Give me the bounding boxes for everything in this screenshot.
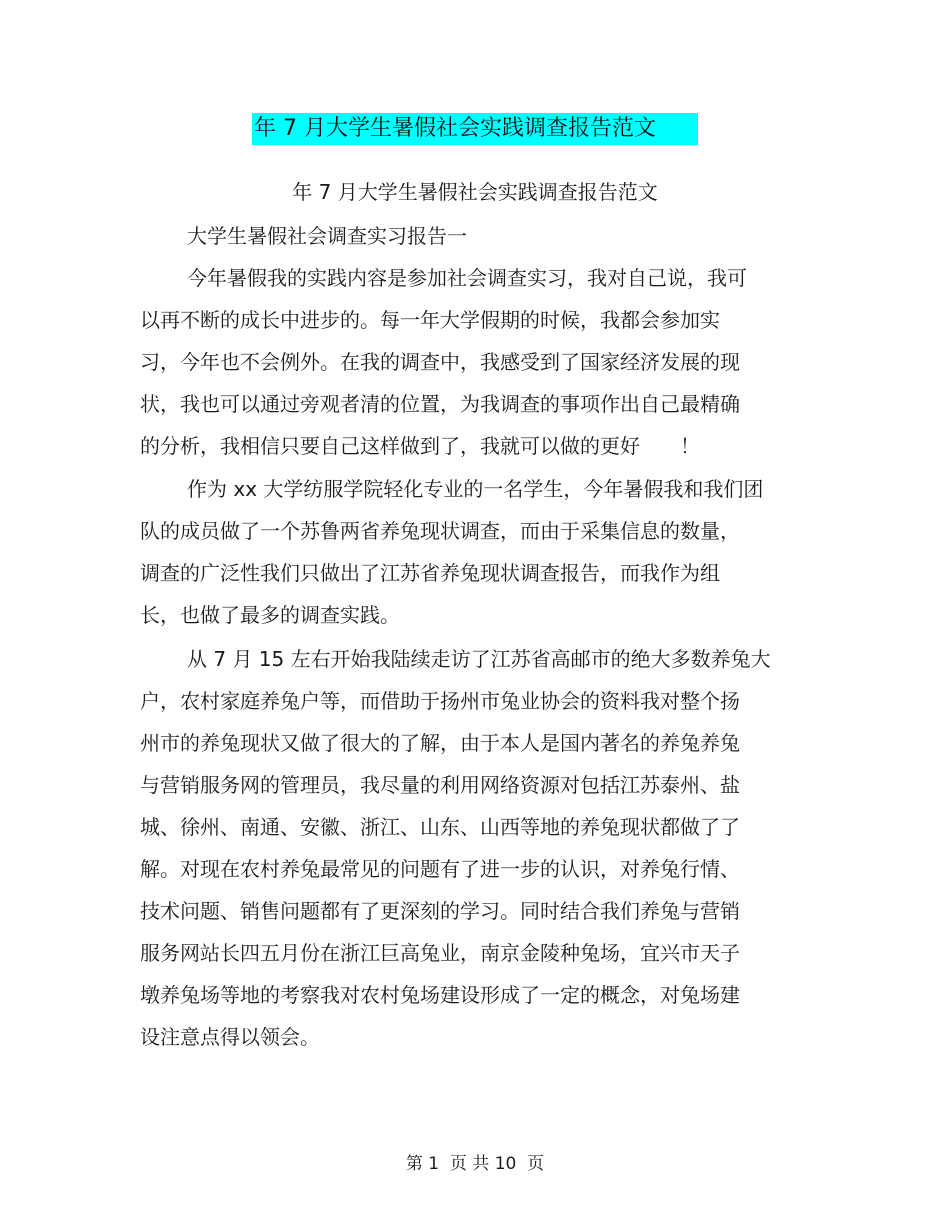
paragraph-line: 州市的养兔现状又做了很大的了解，由于本人是国内著名的养兔养兔 (140, 731, 740, 755)
document-title: 年 7 月大学生暑假社会实践调查报告范文 (252, 113, 698, 145)
paragraph-line: 的分析，我相信只要自己这样做到了，我就可以做的更好 ！ (140, 434, 700, 458)
paragraph-line: 状，我也可以通过旁观者清的位置，为我调查的事项作出自己最精确 (140, 392, 740, 416)
section-heading: 大学生暑假社会调查实习报告一 (187, 224, 467, 248)
paragraph-line: 今年暑假我的实践内容是参加社会调查实习，我对自己说，我可 (187, 266, 747, 290)
paragraph-line: 城、徐州、南通、安徽、浙江、山东、山西等地的养兔现状都做了了 (140, 815, 740, 839)
paragraph-line: 习，今年也不会例外。在我的调查中，我感受到了国家经济发展的现 (140, 350, 740, 374)
paragraph-line: 从 7 月 15 左右开始我陆续走访了江苏省高邮市的绝大多数养兔大 (187, 647, 771, 671)
paragraph-line: 技术问题、销售问题都有了更深刻的学习。同时结合我们养兔与营销 (140, 899, 740, 923)
paragraph-line: 设注意点得以领会。 (140, 1025, 320, 1049)
paragraph-line: 长，也做了最多的调查实践。 (140, 603, 400, 627)
paragraph-line: 户，农村家庭养兔户等，而借助于扬州市兔业协会的资料我对整个扬 (140, 689, 740, 713)
document-subtitle: 年 7 月大学生暑假社会实践调查报告范文 (292, 180, 658, 204)
page-footer: 第 1 页 共 10 页 (405, 1154, 545, 1174)
paragraph-line: 以再不断的成长中进步的。每一年大学假期的时候，我都会参加实 (140, 308, 720, 332)
paragraph-line: 作为 xx 大学纺服学院轻化专业的一名学生，今年暑假我和我们团 (187, 477, 764, 501)
paragraph-line: 墩养兔场等地的考察我对农村兔场建设形成了一定的概念，对兔场建 (140, 983, 740, 1007)
title-container (0, 113, 950, 145)
paragraph-line: 解。对现在农村养兔最常见的问题有了进一步的认识，对养兔行情、 (140, 857, 740, 881)
paragraph-line: 调查的广泛性我们只做出了江苏省养兔现状调查报告，而我作为组 (140, 561, 720, 585)
paragraph-line: 与营销服务网的管理员，我尽量的利用网络资源对包括江苏泰州、盐 (140, 773, 740, 797)
paragraph-line: 服务网站长四五月份在浙江巨高兔业，南京金陵种兔场，宜兴市天子 (140, 941, 740, 965)
paragraph-line: 队的成员做了一个苏鲁两省养兔现状调查，而由于采集信息的数量， (140, 519, 740, 543)
